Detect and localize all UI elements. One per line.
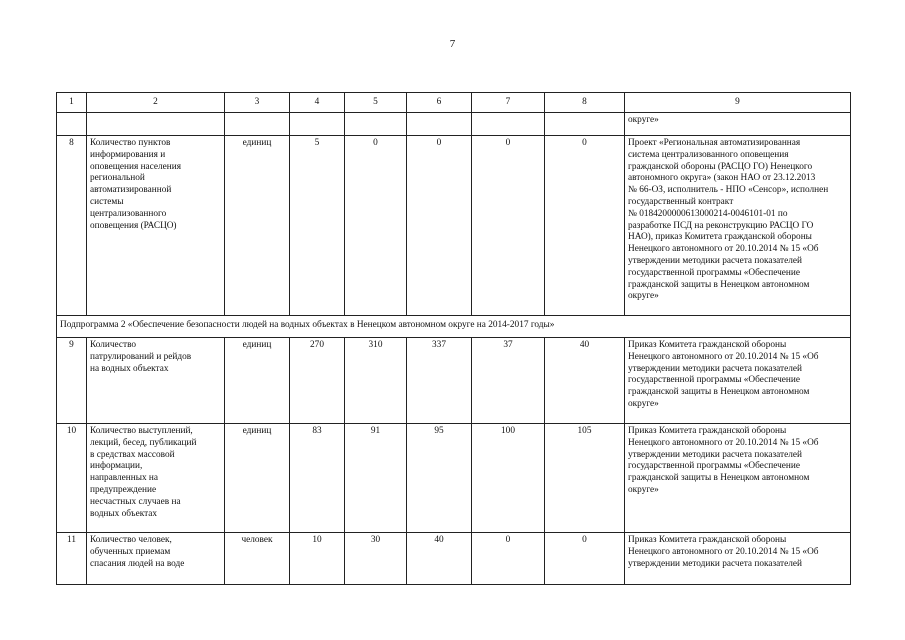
cell-unit: единиц <box>225 136 290 316</box>
cell-value: 91 <box>345 424 407 533</box>
cell-num: 8 <box>57 136 87 316</box>
cell-source: Проект «Региональная автоматизированная система централизованного оповещения гражданской обороны (РАСЦО ГО) Ненецкого автономного округа» (закон НАО от 23.12.2013 № 66-ОЗ, исполнитель - НПО «Сенсор», исполнен государственный контракт № 0184200000613000214-0046101-01 по разработке ПСД на реконструкцию РАСЦО ГО НАО), приказ Комитета гражданской обороны Ненецкого автономного от 20.10.2014 № 15 «Об утверждении методики расчета показателей государственной программы «Обеспечение гражданской защиты в Ненецком автономном округе» <box>625 136 851 316</box>
cell-value: 270 <box>290 338 345 424</box>
column-header: 5 <box>345 93 407 113</box>
cell-value: 0 <box>472 533 545 585</box>
cell-indicator: Количество патрулирований и рейдов на водных объектах <box>87 338 225 424</box>
cell-num: 10 <box>57 424 87 533</box>
indicators-table <box>56 92 851 585</box>
cell-value: 95 <box>407 424 472 533</box>
column-header: 9 <box>625 93 851 113</box>
cell-value: 337 <box>407 338 472 424</box>
column-header: 8 <box>545 93 625 113</box>
cell-value: 0 <box>472 136 545 316</box>
cell-indicator: Количество человек, обученных приемам спасания людей на воде <box>87 533 225 585</box>
table-row <box>57 424 851 533</box>
cell-source: Приказ Комитета гражданской обороны Ненецкого автономного от 20.10.2014 № 15 «Об утверждении методики расчета показателей <box>625 533 851 585</box>
cell-value: 40 <box>407 533 472 585</box>
cell-value: 5 <box>290 136 345 316</box>
page-number: 7 <box>449 38 456 50</box>
subprogram-title: Подпрограмма 2 «Обеспечение безопасности людей на водных объектах в Ненецком автономном округе на 2014-2017 годы» <box>57 316 851 338</box>
cell-unit: человек <box>225 533 290 585</box>
cell-value <box>545 113 625 136</box>
cell-num <box>57 113 87 136</box>
cell-value <box>407 113 472 136</box>
cell-value: 10 <box>290 533 345 585</box>
cell-source: Приказ Комитета гражданской обороны Ненецкого автономного от 20.10.2014 № 15 «Об утверждении методики расчета показателей государственной программы «Обеспечение гражданской защиты в Ненецком автономном округе» <box>625 424 851 533</box>
cell-value <box>290 113 345 136</box>
column-header: 3 <box>225 93 290 113</box>
cell-value <box>345 113 407 136</box>
cell-unit <box>225 113 290 136</box>
cell-num: 11 <box>57 533 87 585</box>
cell-unit: единиц <box>225 338 290 424</box>
cell-value <box>472 113 545 136</box>
cell-value: 83 <box>290 424 345 533</box>
cell-value: 0 <box>545 136 625 316</box>
column-header: 1 <box>57 93 87 113</box>
column-header: 4 <box>290 93 345 113</box>
cell-value: 0 <box>545 533 625 585</box>
table-row-continuation <box>57 113 851 136</box>
cell-value: 0 <box>345 136 407 316</box>
table-row <box>57 136 851 316</box>
column-header: 7 <box>472 93 545 113</box>
cell-source: округе» <box>625 113 851 136</box>
cell-value: 40 <box>545 338 625 424</box>
column-header: 2 <box>87 93 225 113</box>
cell-value: 37 <box>472 338 545 424</box>
cell-value: 0 <box>407 136 472 316</box>
cell-value: 105 <box>545 424 625 533</box>
table-header-row <box>57 93 851 113</box>
subprogram-row <box>57 316 851 338</box>
cell-indicator: Количество выступлений, лекций, бесед, публикаций в средствах массовой информации, направленных на предупреждение несчастных случаев на водных объектах <box>87 424 225 533</box>
cell-indicator: Количество пунктов информирования и оповещения населения региональной автоматизированной системы централизованного оповещения (РАСЦО) <box>87 136 225 316</box>
cell-indicator <box>87 113 225 136</box>
cell-value: 30 <box>345 533 407 585</box>
cell-source: Приказ Комитета гражданской обороны Ненецкого автономного от 20.10.2014 № 15 «Об утверждении методики расчета показателей государственной программы «Обеспечение гражданской защиты в Ненецком автономном округе» <box>625 338 851 424</box>
table-row <box>57 338 851 424</box>
cell-unit: единиц <box>225 424 290 533</box>
table-row <box>57 533 851 585</box>
cell-value: 100 <box>472 424 545 533</box>
cell-value: 310 <box>345 338 407 424</box>
cell-num: 9 <box>57 338 87 424</box>
column-header: 6 <box>407 93 472 113</box>
